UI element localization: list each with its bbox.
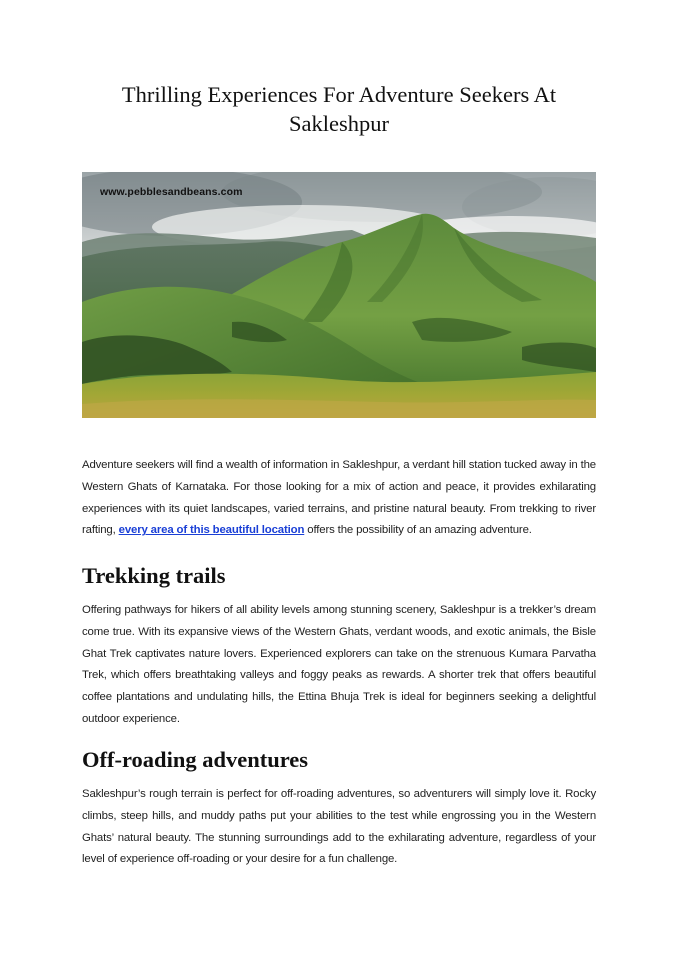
section-body-trekking: Offering pathways for hikers of all ability levels among stunning scenery, Sakleshpur is a trekker’s dream come true. With its expansive views of the Western Ghats, verdant woods, and exotic animals, the Bisle Ghat Trek captivates nature lovers. Experienced explorers can take on the strenuous Kumara Parvatha Trek, which offers breathtaking valleys and foggy peaks as rewards. A shorter trek that offers beautiful coffee plantations and undulating hills, the Ettina Bhuja Trek is ideal for beginners seeking a delightful outdoor experience. [82, 604, 596, 725]
section-body-offroading: Sakleshpur’s rough terrain is perfect for off-roading adventures, so adventurers will simply love it. Rocky climbs, steep hills, and muddy paths put your abilities to the test while engrossing you in the Western Ghats’ natural beauty. The stunning surroundings add to the exhilarating adventure, regardless of your level of experience off-roading or your desire for a fun challenge. [82, 788, 596, 866]
section-heading-offroading: Off-roading adventures [82, 747, 309, 772]
intro-text-end: offers the possibility of an amazing adventure. [304, 524, 532, 537]
intro-text-start: Adventure seekers will find a wealth of information in Sakleshpur, a verdant hill station tucked away in the Western Ghats of Karnataka. For those looking for a mix of action and peace, it provides exhilarating experiences with its quiet landscapes, varied terrains, and pristine natural beauty. From trekking to river rafting, [82, 459, 596, 537]
image-watermark: www.pebblesandbeans.com [100, 186, 243, 198]
section-heading-trekking: Trekking trails [82, 563, 226, 588]
location-link[interactable]: every area of this beautiful location [118, 524, 305, 537]
hero-image [82, 172, 596, 418]
intro-paragraph [82, 455, 596, 542]
page-title: Thrilling Experiences For Adventure Seekers At Sakleshpur [121, 82, 557, 136]
landscape-illustration [82, 172, 596, 418]
